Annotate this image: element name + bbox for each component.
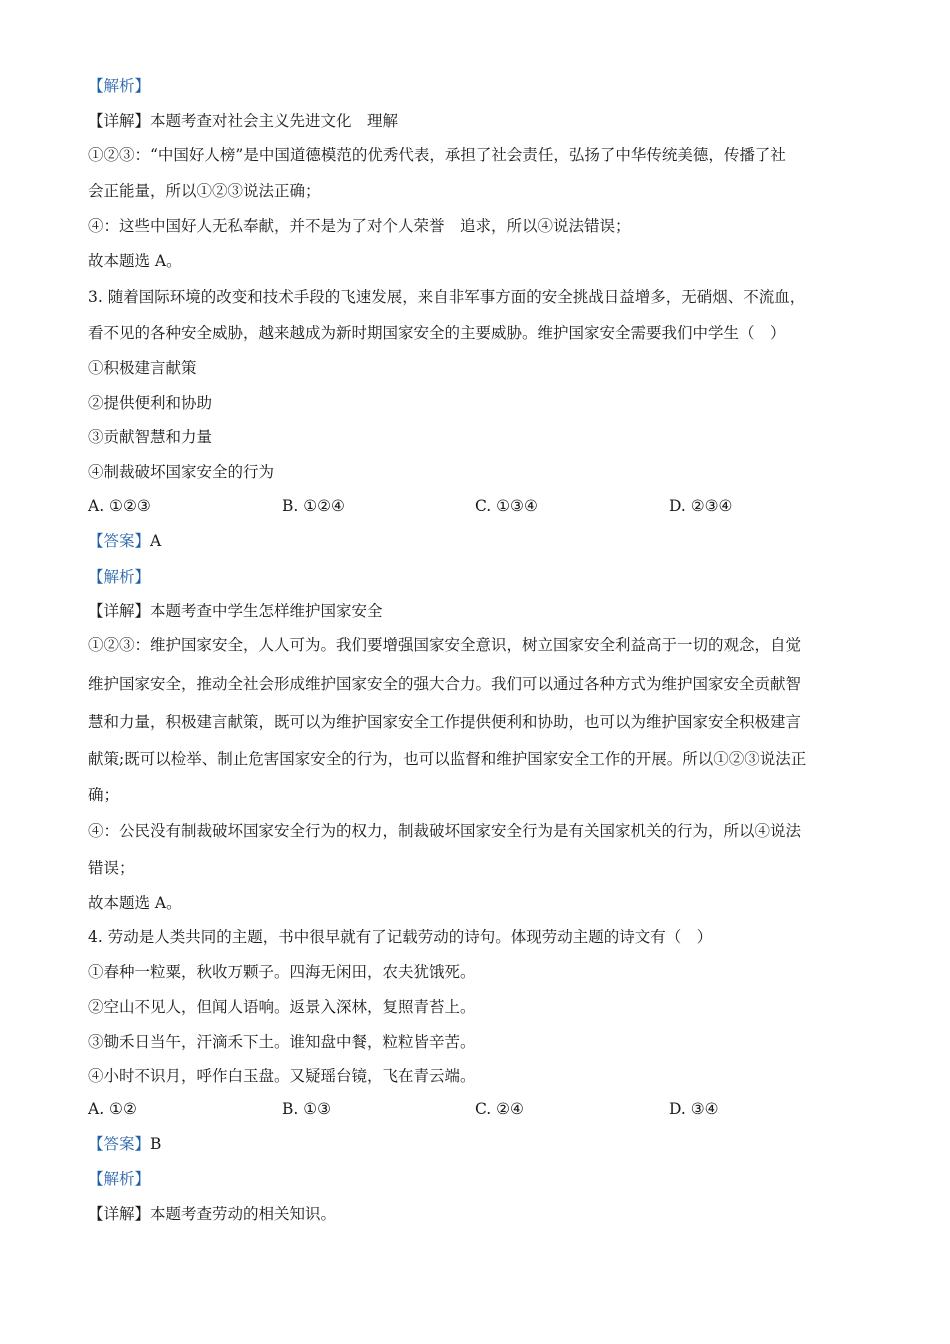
answer-line (88, 1133, 868, 1155)
analysis-tag: 【解析】 (88, 568, 151, 586)
analysis-heading (88, 566, 868, 588)
detail-tag: 【详解】 (88, 602, 151, 620)
analysis-tag: 【解析】 (88, 77, 151, 95)
explanation-line: ④：公民没有制裁破坏国家安全行为的权力，制裁破坏国家安全行为是有关国家机关的行为，所以④说法 (88, 822, 802, 840)
conclusion-line: 故本题选 A。 (88, 894, 182, 912)
question-stem: 3. 随着国际环境的改变和技术手段的飞速发展，来自非军事方面的安全挑战日益增多，无硝烟、不流血， (88, 288, 806, 306)
detail-line (88, 1203, 868, 1225)
detail-text: 本题考查对社会主义先进文化 理解 (150, 112, 399, 130)
explanation-line: 会正能量，所以①②③说法正确； (88, 182, 321, 200)
option-c[interactable]: C. ②④ (475, 1100, 524, 1118)
answer-line (88, 530, 868, 552)
poem-item: ②空山不见人，但闻人语响。返景入深林，复照青苔上。 (88, 998, 476, 1016)
explanation-line: ④：这些中国好人无私奉献，并不是为了对个人荣誉 追求，所以④说法错误； (88, 217, 631, 235)
explanation-line: 献策;既可以检举、制止危害国家安全的行为，也可以监督和维护国家安全工作的开展。所以①②③说法正 (88, 750, 807, 768)
explanation-line: 维护国家安全，推动全社会形成维护国家安全的强大合力。我们可以通过各种方式为维护国家安全贡献智 (88, 675, 802, 693)
detail-text: 本题考查中学生怎样维护国家安全 (150, 602, 383, 620)
answer-value: A (150, 532, 162, 550)
poem-item: ①春种一粒粟，秋收万颗子。四海无闲田，农夫犹饿死。 (88, 963, 476, 981)
option-b[interactable]: B. ①②④ (282, 497, 345, 515)
options-row (88, 495, 868, 517)
answer-value: B (150, 1135, 162, 1153)
analysis-heading (88, 75, 868, 97)
question-stem: 4. 劳动是人类共同的主题，书中很早就有了记载劳动的诗句。体现劳动主题的诗文有（ ） (88, 928, 713, 946)
explanation-line: 慧和力量，积极建言献策，既可以为维护国家安全工作提供便利和协助，也可以为维护国家安全积极建言 (88, 713, 802, 731)
answer-tag: 【答案】 (88, 532, 151, 550)
option-a[interactable]: A. ①②③ (88, 497, 151, 515)
statement-item: ③贡献智慧和力量 (88, 428, 213, 446)
conclusion-line: 故本题选 A。 (88, 252, 182, 270)
detail-tag: 【详解】 (88, 112, 151, 130)
analysis-heading (88, 1168, 868, 1190)
explanation-line: ①②③：维护国家安全，人人可为。我们要增强国家安全意识，树立国家安全利益高于一切的观念，自觉 (88, 636, 802, 654)
explanation-line: 确； (88, 786, 120, 804)
detail-line (88, 110, 868, 132)
option-d[interactable]: D. ②③④ (669, 497, 733, 515)
answer-tag: 【答案】 (88, 1135, 151, 1153)
detail-tag: 【详解】 (88, 1205, 151, 1223)
statement-item: ②提供便利和协助 (88, 394, 213, 412)
statement-item: ④制裁破坏国家安全的行为 (88, 463, 275, 481)
option-a[interactable]: A. ①② (88, 1100, 137, 1118)
analysis-tag: 【解析】 (88, 1170, 151, 1188)
options-row (88, 1098, 868, 1120)
option-b[interactable]: B. ①③ (282, 1100, 332, 1118)
question-stem: 看不见的各种安全威胁，越来越成为新时期国家安全的主要威胁。维护国家安全需要我们中学生（ ） (88, 324, 786, 342)
poem-item: ③锄禾日当午，汗滴禾下土。谁知盘中餐，粒粒皆辛苦。 (88, 1033, 476, 1051)
explanation-line: ①②③：“中国好人榜”是中国道德模范的优秀代表，承担了社会责任，弘扬了中华传统美德，传播了社 (88, 146, 786, 164)
explanation-line: 错误； (88, 859, 135, 877)
option-c[interactable]: C. ①③④ (475, 497, 538, 515)
detail-line (88, 600, 868, 622)
detail-text: 本题考查劳动的相关知识。 (150, 1205, 337, 1223)
option-d[interactable]: D. ③④ (669, 1100, 719, 1118)
poem-item: ④小时不识月，呼作白玉盘。又疑瑶台镜，飞在青云端。 (88, 1067, 476, 1085)
statement-item: ①积极建言献策 (88, 359, 197, 377)
